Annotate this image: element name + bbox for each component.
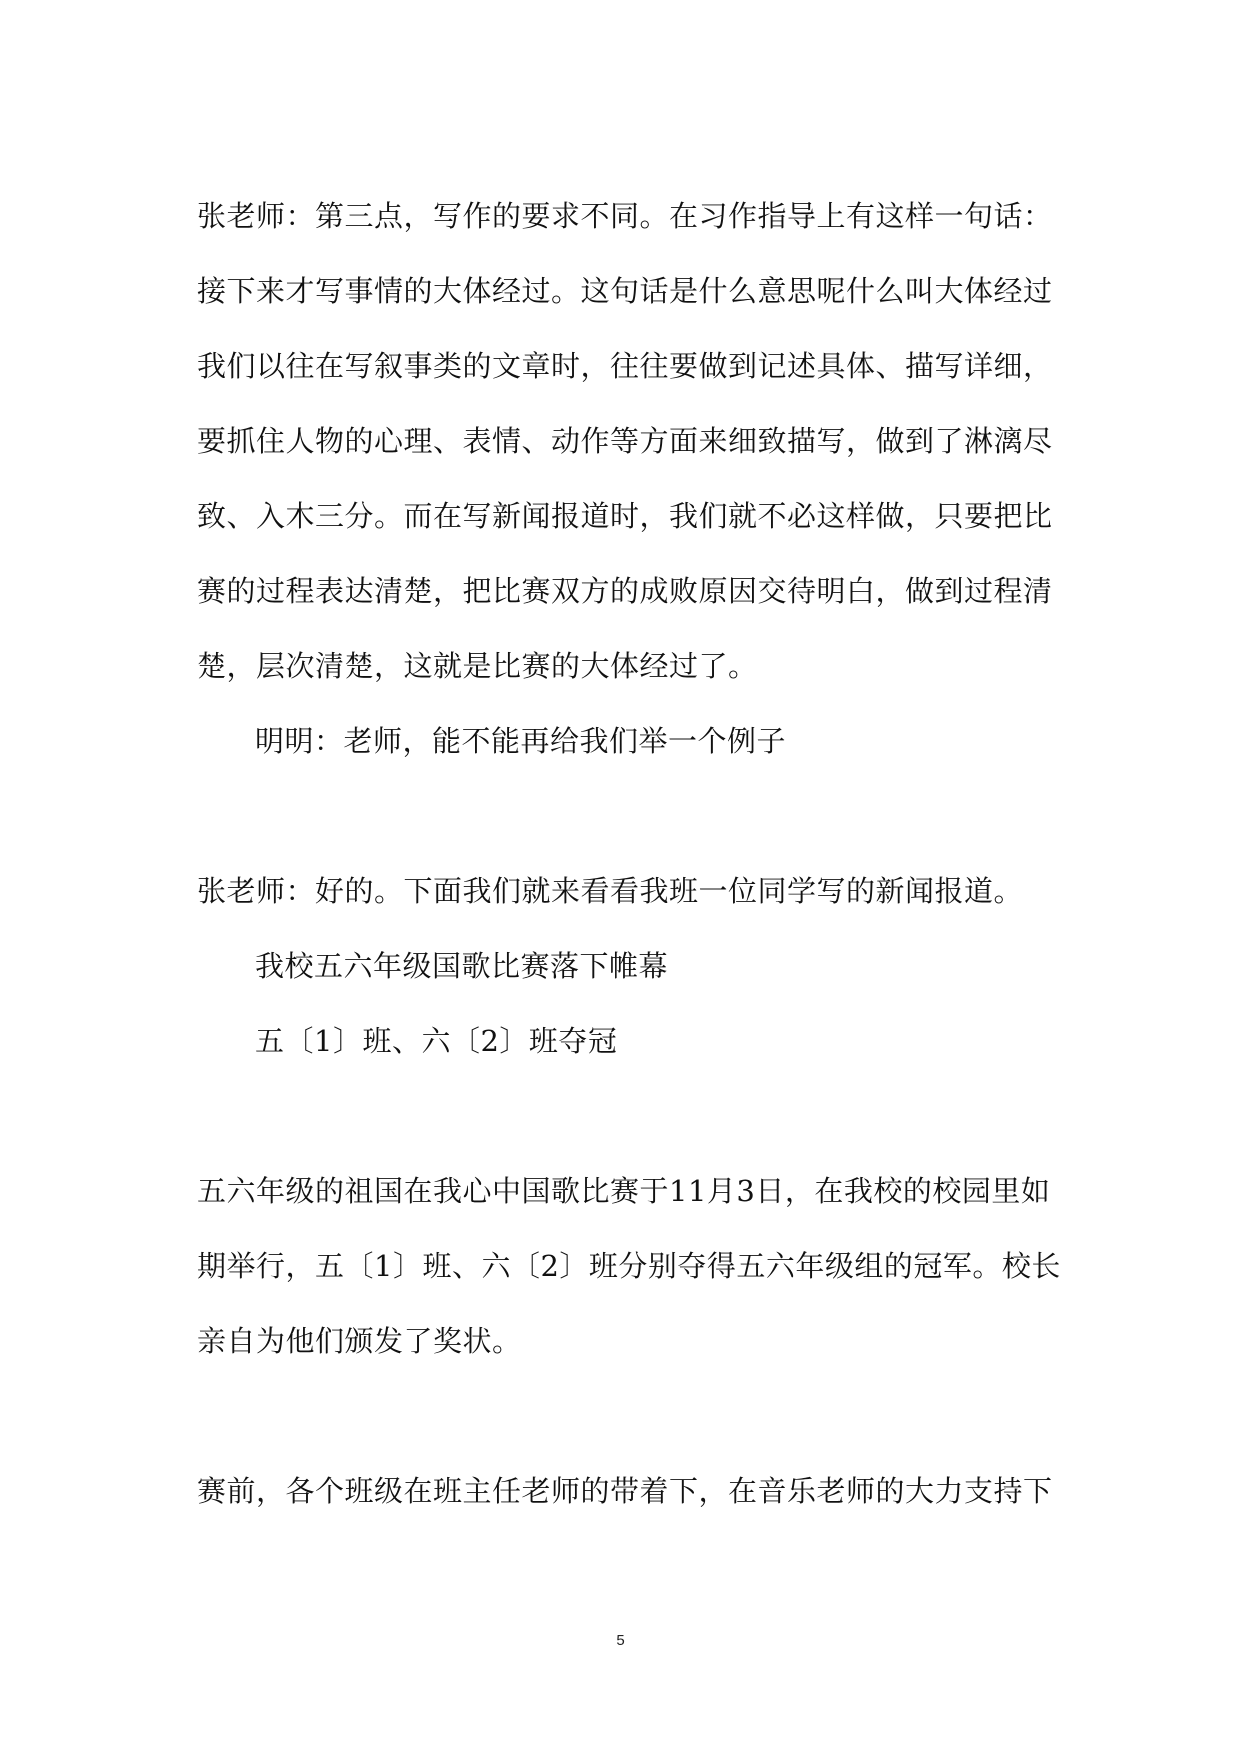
news-subheadline: 五〔1〕班、六〔2〕班夺冠 bbox=[255, 1024, 618, 1058]
paragraph-line: 赛的过程表达清楚，把比赛双方的成败原因交待明白，做到过程清 bbox=[197, 574, 1053, 608]
paragraph-line: 期举行，五〔1〕班、六〔2〕班分别夺得五六年级组的冠军。校长 bbox=[197, 1249, 1061, 1283]
paragraph-line: 赛前，各个班级在班主任老师的带着下，在音乐老师的大力支持下 bbox=[197, 1474, 1053, 1508]
paragraph-line: 楚，层次清楚，这就是比赛的大体经过了。 bbox=[197, 649, 758, 683]
paragraph-line: 接下来才写事情的大体经过。这句话是什么意思呢什么叫大体经过 bbox=[197, 274, 1053, 308]
paragraph-line: 明明：老师，能不能再给我们举一个例子 bbox=[255, 724, 787, 758]
paragraph-line: 五六年级的祖国在我心中国歌比赛于11月3日，在我校的校园里如 bbox=[197, 1174, 1051, 1208]
page-number: 5 bbox=[616, 1632, 625, 1649]
paragraph-line: 我们以往在写叙事类的文章时，往往要做到记述具体、描写详细， bbox=[197, 349, 1053, 383]
news-headline: 我校五六年级国歌比赛落下帷幕 bbox=[255, 949, 669, 983]
paragraph-line: 张老师：好的。下面我们就来看看我班一位同学写的新闻报道。 bbox=[197, 874, 1024, 908]
paragraph-line: 张老师：第三点，写作的要求不同。在习作指导上有这样一句话： bbox=[197, 199, 1053, 233]
paragraph-line: 致、入木三分。而在写新闻报道时，我们就不必这样做，只要把比 bbox=[197, 499, 1053, 533]
paragraph-line: 要抓住人物的心理、表情、动作等方面来细致描写，做到了淋漓尽 bbox=[197, 424, 1053, 458]
paragraph-line: 亲自为他们颁发了奖状。 bbox=[197, 1324, 522, 1358]
